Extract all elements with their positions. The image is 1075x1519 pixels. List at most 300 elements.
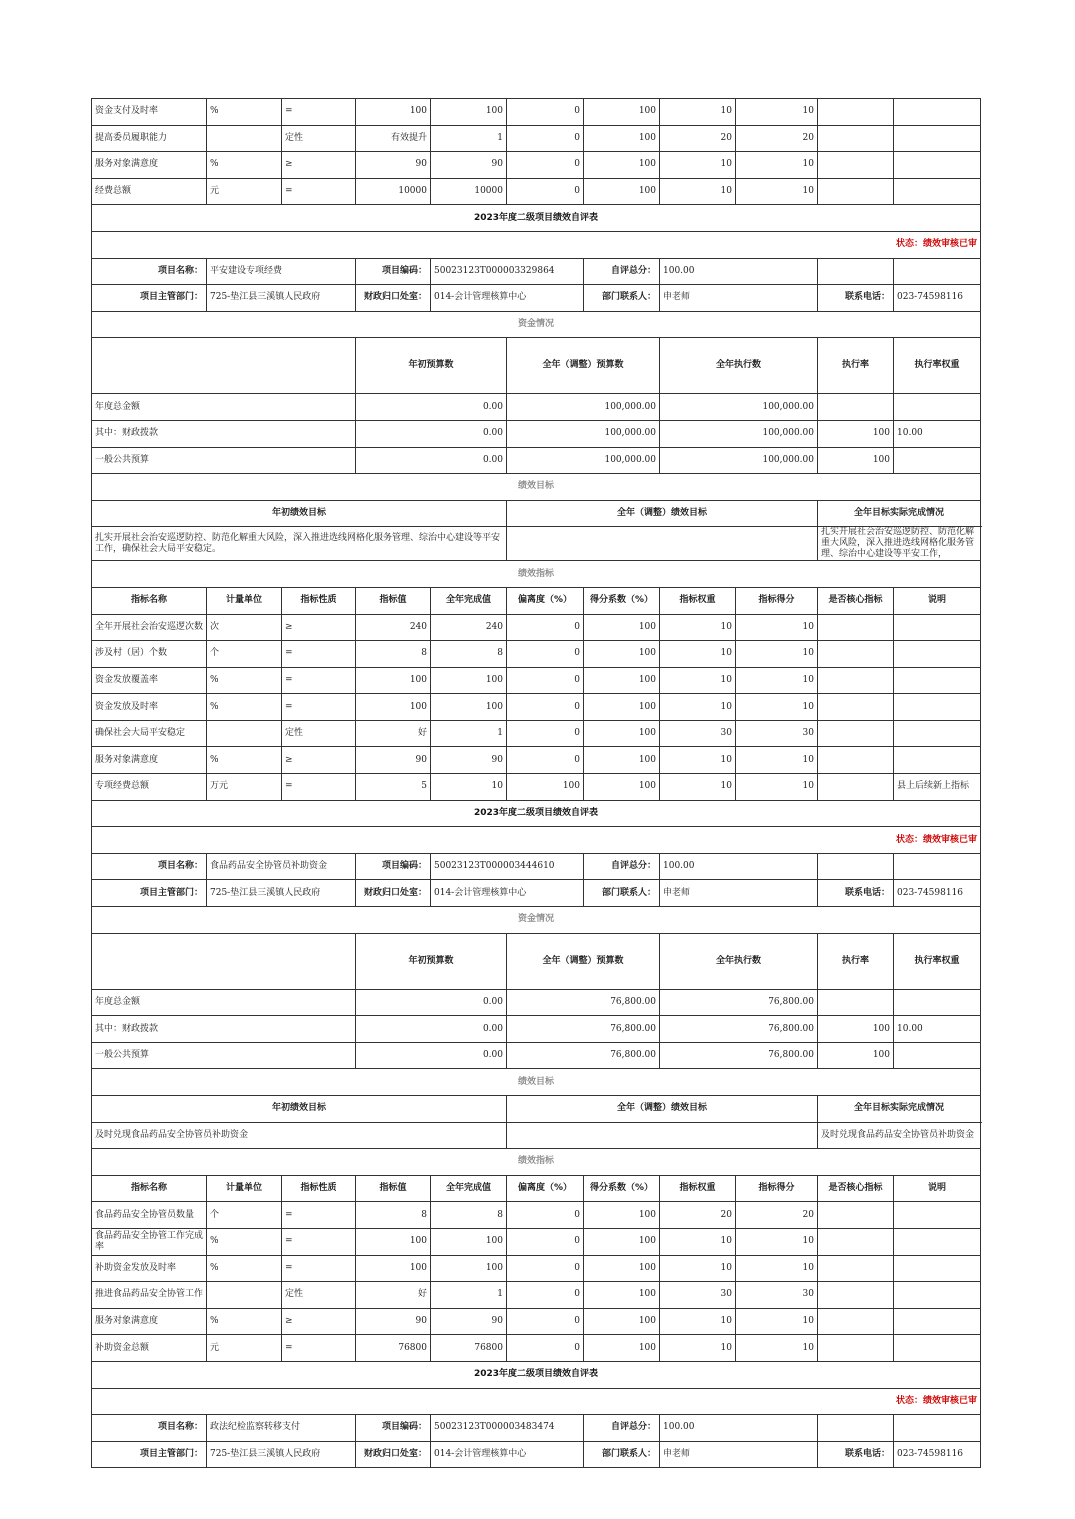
indicator-nature: 定性	[282, 125, 356, 152]
indicator-note	[894, 667, 981, 694]
indicator-row	[92, 1202, 981, 1229]
performance-sheet	[91, 98, 981, 1468]
indicator-header: 是否核心指标	[818, 1175, 894, 1202]
indicator-core	[818, 152, 894, 179]
indicator-row	[92, 99, 981, 126]
indicator-unit: %	[207, 99, 282, 126]
status-row	[92, 231, 981, 258]
department-row	[92, 1441, 981, 1468]
indicator-coefficient: 100	[584, 125, 660, 152]
indicator-header: 指标性质	[282, 1175, 356, 1202]
indicator-coefficient: 100	[584, 1228, 660, 1255]
indicator-header: 计量单位	[207, 1175, 282, 1202]
indicator-coefficient: 100	[584, 774, 660, 801]
indicator-header: 指标值	[356, 1175, 431, 1202]
contact: 申老师	[660, 285, 818, 312]
funds-rate	[818, 989, 894, 1016]
self-score-label: 自评总分：	[584, 1415, 660, 1442]
indicator-deviation: 100	[507, 774, 584, 801]
project-code: 50023123T000003329864	[431, 258, 584, 285]
empty-cell	[92, 933, 356, 989]
goal-adjusted	[507, 527, 818, 561]
funds-row-label: 年度总金额	[92, 989, 356, 1016]
indicator-deviation: 0	[507, 1335, 584, 1362]
department: 725-垫江县三溪镇人民政府	[207, 880, 356, 907]
department: 725-垫江县三溪镇人民政府	[207, 1441, 356, 1468]
funds-rate-weight	[894, 394, 981, 421]
indicator-header: 得分系数（%）	[584, 1175, 660, 1202]
indicator-value: 有效提升	[356, 125, 431, 152]
indicator-row	[92, 1335, 981, 1362]
indicator-done: 90	[431, 1308, 507, 1335]
indicator-unit: 元	[207, 1335, 282, 1362]
funds-row	[92, 420, 981, 447]
funds-row-label: 其中：财政拨款	[92, 420, 356, 447]
funds-header-row	[92, 338, 981, 394]
office-label: 财政归口处室：	[356, 285, 431, 312]
goal-adjusted	[507, 1122, 818, 1149]
funds-adjusted: 100,000.00	[507, 420, 660, 447]
project-info-row	[92, 258, 981, 285]
indicator-deviation: 0	[507, 720, 584, 747]
project-code-label: 项目编码：	[356, 853, 431, 880]
goals-header: 全年目标实际完成情况	[818, 1096, 981, 1123]
funds-header: 执行率权重	[894, 338, 981, 394]
indicator-deviation: 0	[507, 1308, 584, 1335]
indicator-name: 服务对象满意度	[92, 152, 207, 179]
indicator-score: 10	[736, 641, 818, 668]
indicator-unit: %	[207, 1228, 282, 1255]
office-label: 财政归口处室：	[356, 880, 431, 907]
indicator-score: 10	[736, 178, 818, 205]
funds-rate-weight	[894, 447, 981, 474]
indicator-unit: %	[207, 1255, 282, 1282]
indicator-header: 指标得分	[736, 587, 818, 614]
section-indicators: 绩效指标	[92, 561, 981, 588]
indicator-weight: 20	[660, 125, 736, 152]
indicator-name: 补助资金总额	[92, 1335, 207, 1362]
funds-header: 全年（调整）预算数	[507, 933, 660, 989]
indicator-unit: %	[207, 694, 282, 721]
indicator-name: 服务对象满意度	[92, 747, 207, 774]
indicator-nature: ≥	[282, 614, 356, 641]
indicator-nature: =	[282, 1202, 356, 1229]
indicator-header: 指标权重	[660, 1175, 736, 1202]
indicator-core	[818, 614, 894, 641]
indicator-row	[92, 667, 981, 694]
self-score: 100.00	[660, 853, 818, 880]
table-title: 2023年度二级项目绩效自评表	[92, 1361, 981, 1388]
goals-header-row	[92, 1096, 981, 1123]
funds-row	[92, 1016, 981, 1043]
funds-adjusted: 76,800.00	[507, 989, 660, 1016]
indicator-done: 10	[431, 774, 507, 801]
empty-cell	[818, 1415, 894, 1442]
office-label: 财政归口处室：	[356, 1441, 431, 1468]
indicator-nature: =	[282, 1228, 356, 1255]
indicator-core	[818, 178, 894, 205]
indicator-note	[894, 1228, 981, 1255]
funds-executed: 76,800.00	[660, 1042, 818, 1069]
goals-header: 年初绩效目标	[92, 1096, 507, 1123]
indicator-done: 100	[431, 694, 507, 721]
funds-header: 执行率	[818, 933, 894, 989]
indicator-nature: =	[282, 774, 356, 801]
funds-init: 0.00	[356, 1042, 507, 1069]
indicator-weight: 10	[660, 1255, 736, 1282]
indicator-row	[92, 747, 981, 774]
project-code: 50023123T000003444610	[431, 853, 584, 880]
self-score: 100.00	[660, 258, 818, 285]
indicator-value: 10000	[356, 178, 431, 205]
goals-header: 年初绩效目标	[92, 500, 507, 527]
indicator-unit: 万元	[207, 774, 282, 801]
indicator-note	[894, 641, 981, 668]
section-indicators: 绩效指标	[92, 1149, 981, 1176]
funds-row	[92, 447, 981, 474]
indicator-header: 指标值	[356, 587, 431, 614]
goal-initial: 扎实开展社会治安巡逻防控、防范化解重大风险，深入推进选线网格化服务管理、综治中心建设等平安工作，确保社会大局平安稳定。	[92, 527, 507, 561]
indicator-deviation: 0	[507, 152, 584, 179]
indicator-value: 100	[356, 1228, 431, 1255]
indicator-deviation: 0	[507, 178, 584, 205]
project-name: 食品药品安全协管员补助资金	[207, 853, 356, 880]
indicator-deviation: 0	[507, 1255, 584, 1282]
funds-adjusted: 76,800.00	[507, 1042, 660, 1069]
indicator-done: 1	[431, 720, 507, 747]
indicator-deviation: 0	[507, 614, 584, 641]
indicator-value: 76800	[356, 1335, 431, 1362]
indicator-core	[818, 774, 894, 801]
indicator-done: 76800	[431, 1335, 507, 1362]
indicator-coefficient: 100	[584, 1282, 660, 1309]
indicator-name: 涉及村（居）个数	[92, 641, 207, 668]
indicator-unit: %	[207, 1308, 282, 1335]
funds-rate: 100	[818, 420, 894, 447]
indicator-row	[92, 641, 981, 668]
project-name: 政法纪检监察转移支付	[207, 1415, 356, 1442]
indicator-score: 10	[736, 614, 818, 641]
project-info-row	[92, 1415, 981, 1442]
indicator-weight: 10	[660, 1335, 736, 1362]
indicator-header: 指标名称	[92, 587, 207, 614]
indicator-note	[894, 178, 981, 205]
indicator-value: 90	[356, 747, 431, 774]
indicator-done: 100	[431, 667, 507, 694]
table-title: 2023年度二级项目绩效自评表	[92, 205, 981, 232]
funds-header: 执行率权重	[894, 933, 981, 989]
funds-header: 全年（调整）预算数	[507, 338, 660, 394]
contact-label: 部门联系人：	[584, 285, 660, 312]
indicator-coefficient: 100	[584, 667, 660, 694]
indicator-coefficient: 100	[584, 1202, 660, 1229]
funds-rate: 100	[818, 1042, 894, 1069]
indicator-nature: 定性	[282, 720, 356, 747]
indicator-score: 10	[736, 99, 818, 126]
office: 014-会计管理核算中心	[431, 880, 584, 907]
indicator-core	[818, 1228, 894, 1255]
indicator-score: 10	[736, 1308, 818, 1335]
indicator-weight: 10	[660, 641, 736, 668]
indicator-weight: 30	[660, 1282, 736, 1309]
funds-init: 0.00	[356, 989, 507, 1016]
section-funds-row	[92, 907, 981, 934]
indicator-unit: 个	[207, 641, 282, 668]
indicator-note	[894, 1282, 981, 1309]
funds-header-row	[92, 933, 981, 989]
indicator-weight: 10	[660, 614, 736, 641]
indicator-name: 推进食品药品安全协管工作	[92, 1282, 207, 1309]
indicator-name: 补助资金发放及时率	[92, 1255, 207, 1282]
indicator-core	[818, 1202, 894, 1229]
phone: 023-74598116	[894, 880, 981, 907]
indicator-value: 100	[356, 1255, 431, 1282]
indicator-value: 8	[356, 641, 431, 668]
project-code-label: 项目编码：	[356, 258, 431, 285]
indicator-coefficient: 100	[584, 694, 660, 721]
indicator-note	[894, 1202, 981, 1229]
indicator-core	[818, 667, 894, 694]
funds-row-label: 年度总金额	[92, 394, 356, 421]
contact: 申老师	[660, 880, 818, 907]
office: 014-会计管理核算中心	[431, 1441, 584, 1468]
project-name-label: 项目名称：	[92, 258, 207, 285]
funds-row	[92, 989, 981, 1016]
indicator-score: 20	[736, 125, 818, 152]
indicator-header: 全年完成值	[431, 1175, 507, 1202]
indicator-score: 10	[736, 1335, 818, 1362]
indicator-core	[818, 1308, 894, 1335]
contact: 申老师	[660, 1441, 818, 1468]
project-name: 平安建设专项经费	[207, 258, 356, 285]
indicator-name: 服务对象满意度	[92, 1308, 207, 1335]
self-score: 100.00	[660, 1415, 818, 1442]
empty-cell	[818, 853, 894, 880]
indicator-row	[92, 178, 981, 205]
empty-cell	[894, 853, 981, 880]
title-row	[92, 205, 981, 232]
indicator-header: 是否核心指标	[818, 587, 894, 614]
section-goals-row	[92, 474, 981, 501]
indicator-nature: =	[282, 641, 356, 668]
indicator-note	[894, 614, 981, 641]
indicator-weight: 10	[660, 694, 736, 721]
indicator-deviation: 0	[507, 747, 584, 774]
department-row	[92, 880, 981, 907]
indicator-unit	[207, 1282, 282, 1309]
funds-row	[92, 394, 981, 421]
funds-rate: 100	[818, 1016, 894, 1043]
indicator-value: 90	[356, 152, 431, 179]
empty-cell	[894, 1415, 981, 1442]
indicator-done: 1	[431, 1282, 507, 1309]
indicator-nature: =	[282, 694, 356, 721]
indicator-value: 100	[356, 694, 431, 721]
indicator-done: 8	[431, 641, 507, 668]
indicator-done: 1	[431, 125, 507, 152]
section-funds: 资金情况	[92, 311, 981, 338]
funds-row-label: 一般公共预算	[92, 1042, 356, 1069]
goals-row	[92, 1122, 981, 1149]
indicator-done: 100	[431, 99, 507, 126]
indicator-unit	[207, 720, 282, 747]
indicator-header: 说明	[894, 587, 981, 614]
indicator-weight: 10	[660, 99, 736, 126]
funds-header: 全年执行数	[660, 933, 818, 989]
indicator-deviation: 0	[507, 641, 584, 668]
phone-label: 联系电话：	[818, 880, 894, 907]
indicator-done: 240	[431, 614, 507, 641]
indicator-note	[894, 99, 981, 126]
department-label: 项目主管部门：	[92, 285, 207, 312]
indicator-core	[818, 747, 894, 774]
indicator-coefficient: 100	[584, 1255, 660, 1282]
indicator-weight: 10	[660, 1228, 736, 1255]
indicator-score: 20	[736, 1202, 818, 1229]
indicator-core	[818, 641, 894, 668]
indicator-header: 全年完成值	[431, 587, 507, 614]
funds-rate-weight	[894, 989, 981, 1016]
indicator-name: 资金支付及时率	[92, 99, 207, 126]
funds-rate: 100	[818, 447, 894, 474]
indicator-done: 100	[431, 1255, 507, 1282]
funds-rate-weight: 10.00	[894, 1016, 981, 1043]
indicator-header: 指标权重	[660, 587, 736, 614]
indicator-coefficient: 100	[584, 614, 660, 641]
funds-row	[92, 1042, 981, 1069]
project-code: 50023123T000003483474	[431, 1415, 584, 1442]
indicator-header-row	[92, 1175, 981, 1202]
phone: 023-74598116	[894, 1441, 981, 1468]
indicator-name: 确保社会大局平安稳定	[92, 720, 207, 747]
goals-row	[92, 527, 981, 561]
indicator-core	[818, 1335, 894, 1362]
status-row	[92, 827, 981, 854]
indicator-row	[92, 1228, 981, 1255]
indicator-nature: 定性	[282, 1282, 356, 1309]
indicator-weight: 30	[660, 720, 736, 747]
indicator-deviation: 0	[507, 99, 584, 126]
indicator-coefficient: 100	[584, 720, 660, 747]
indicator-row	[92, 614, 981, 641]
indicator-deviation: 0	[507, 667, 584, 694]
indicator-weight: 20	[660, 1202, 736, 1229]
status-text: 状态：绩效审核已审	[92, 231, 981, 258]
indicator-nature: =	[282, 1335, 356, 1362]
indicator-value: 5	[356, 774, 431, 801]
phone: 023-74598116	[894, 285, 981, 312]
section-goals-row	[92, 1069, 981, 1096]
indicator-score: 10	[736, 774, 818, 801]
funds-header: 全年执行数	[660, 338, 818, 394]
indicator-row	[92, 1282, 981, 1309]
goal-initial: 及时兑现食品药品安全协管员补助资金	[92, 1122, 507, 1149]
indicator-deviation: 0	[507, 1202, 584, 1229]
title-row	[92, 1361, 981, 1388]
indicator-note	[894, 694, 981, 721]
indicator-header-row	[92, 587, 981, 614]
indicator-value: 好	[356, 1282, 431, 1309]
goals-header: 全年（调整）绩效目标	[507, 500, 818, 527]
indicator-done: 10000	[431, 178, 507, 205]
indicator-note	[894, 125, 981, 152]
indicator-header: 指标名称	[92, 1175, 207, 1202]
status-text: 状态：绩效审核已审	[92, 1388, 981, 1415]
indicator-row	[92, 694, 981, 721]
funds-executed: 100,000.00	[660, 394, 818, 421]
self-score-label: 自评总分：	[584, 853, 660, 880]
funds-header: 年初预算数	[356, 933, 507, 989]
funds-executed: 76,800.00	[660, 989, 818, 1016]
indicator-done: 90	[431, 747, 507, 774]
funds-executed: 100,000.00	[660, 420, 818, 447]
indicator-note	[894, 747, 981, 774]
indicator-name: 全年开展社会治安巡逻次数	[92, 614, 207, 641]
indicator-nature: =	[282, 1255, 356, 1282]
indicator-deviation: 0	[507, 1228, 584, 1255]
indicator-weight: 10	[660, 178, 736, 205]
indicator-unit: 个	[207, 1202, 282, 1229]
indicator-unit: %	[207, 152, 282, 179]
indicator-coefficient: 100	[584, 1335, 660, 1362]
goal-actual: 扎实开展社会治安巡逻防控、防范化解重大风险，深入推进选线网格化服务管理、综治中心建设等平安工作，	[818, 527, 981, 561]
project-name-label: 项目名称：	[92, 1415, 207, 1442]
indicator-row	[92, 1308, 981, 1335]
indicator-row	[92, 1255, 981, 1282]
indicator-weight: 10	[660, 774, 736, 801]
indicator-value: 90	[356, 1308, 431, 1335]
funds-init: 0.00	[356, 420, 507, 447]
funds-adjusted: 100,000.00	[507, 394, 660, 421]
office: 014-会计管理核算中心	[431, 285, 584, 312]
indicator-core	[818, 99, 894, 126]
contact-label: 部门联系人：	[584, 1441, 660, 1468]
department: 725-垫江县三溪镇人民政府	[207, 285, 356, 312]
indicator-coefficient: 100	[584, 178, 660, 205]
indicator-weight: 10	[660, 667, 736, 694]
section-indicators-row	[92, 1149, 981, 1176]
indicator-name: 提高委员履职能力	[92, 125, 207, 152]
indicator-header: 指标性质	[282, 587, 356, 614]
funds-header: 执行率	[818, 338, 894, 394]
indicator-row	[92, 774, 981, 801]
funds-adjusted: 76,800.00	[507, 1016, 660, 1043]
section-indicators-row	[92, 561, 981, 588]
phone-label: 联系电话：	[818, 285, 894, 312]
indicator-weight: 10	[660, 152, 736, 179]
indicator-score: 10	[736, 747, 818, 774]
indicator-unit: 元	[207, 178, 282, 205]
goals-header-row	[92, 500, 981, 527]
indicator-core	[818, 1282, 894, 1309]
department-row	[92, 285, 981, 312]
indicator-coefficient: 100	[584, 152, 660, 179]
indicator-note	[894, 152, 981, 179]
indicator-header: 得分系数（%）	[584, 587, 660, 614]
table-title: 2023年度二级项目绩效自评表	[92, 800, 981, 827]
indicator-nature: ≥	[282, 152, 356, 179]
indicator-score: 10	[736, 1228, 818, 1255]
indicator-score: 10	[736, 152, 818, 179]
empty-cell	[92, 338, 356, 394]
indicator-row	[92, 152, 981, 179]
department-label: 项目主管部门：	[92, 880, 207, 907]
empty-cell	[894, 258, 981, 285]
funds-rate-weight	[894, 1042, 981, 1069]
indicator-score: 10	[736, 694, 818, 721]
indicator-note: 县上后续新上指标	[894, 774, 981, 801]
indicator-unit: 次	[207, 614, 282, 641]
